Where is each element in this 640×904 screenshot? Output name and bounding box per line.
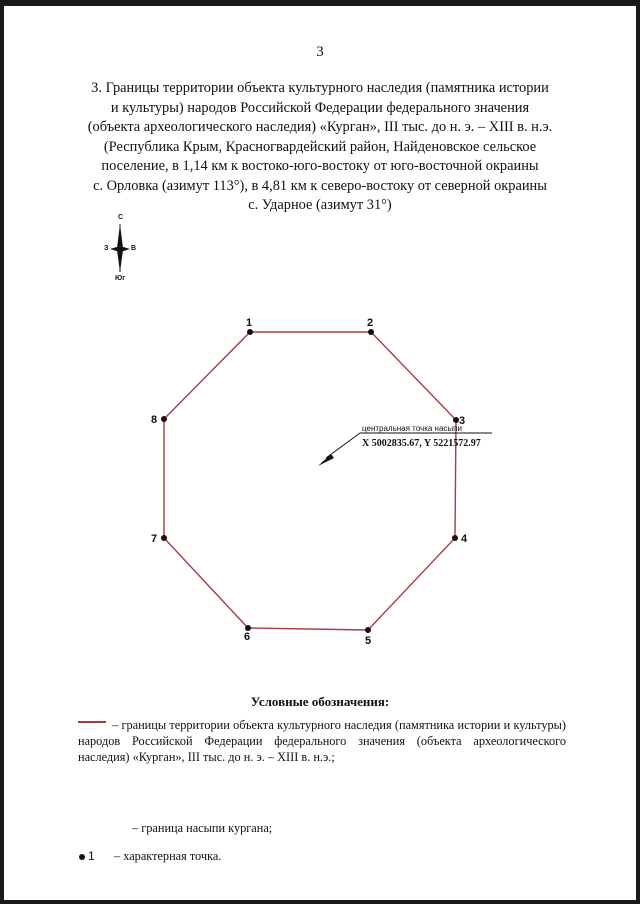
title-line: с. Ударное (азимут 31°) — [248, 197, 392, 213]
title-line: (Республика Крым, Красногвардейский район, Найденовское сельское — [103, 138, 537, 155]
legend-point-number: 1 — [88, 849, 95, 863]
boundary-plan — [4, 6, 636, 666]
boundary-point-7 — [161, 535, 167, 541]
legend-boundary-text — [78, 717, 566, 765]
boundary-point-4 — [452, 535, 458, 541]
title-line: и культуры) народов Российской Федерации федерального значения — [110, 99, 530, 116]
compass-south-label: Юг — [115, 275, 126, 282]
legend-point-dot-icon — [79, 854, 85, 860]
center-point-label: центральная точка насыпи — [362, 424, 462, 433]
boundary-point-5 — [365, 627, 371, 633]
point-label-5: 5 — [365, 635, 372, 647]
title-line: (объекта археологического наследия) «Курган», III тыс. до н. э. – XIII в. н.э. — [87, 119, 553, 135]
point-label-4: 4 — [461, 533, 468, 545]
point-label-3: 3 — [459, 415, 466, 427]
boundary-point-2 — [368, 329, 374, 335]
point-label-2: 2 — [367, 317, 374, 329]
center-point-coordinates: X 5002835.67, Y 5221572.97 — [362, 438, 481, 449]
point-label-6: 6 — [244, 631, 251, 643]
boundary-polygon — [164, 332, 456, 630]
title-line: 3. Границы территории объекта культурного наследия (памятника истории — [91, 80, 549, 96]
legend-title: Условные обозначения: — [250, 694, 390, 709]
point-label-8: 8 — [151, 414, 158, 426]
legend-mound-text: – граница насыпи кургана; — [132, 821, 273, 835]
point-label-1: 1 — [246, 317, 253, 329]
boundary-point-1 — [247, 329, 253, 335]
title-line: поселение, в 1,14 км к востоко-юго-востоку от юго-восточной окраины — [101, 158, 539, 174]
document-page — [4, 6, 636, 900]
title-line: с. Орловка (азимут 113°), в 4,81 км к северо-востоку от северной окраины — [93, 177, 547, 194]
page-number: 3 — [316, 44, 324, 60]
compass-west-label: З — [104, 245, 109, 252]
legend-boundary-description: – границы территории объекта культурного наследия (памятника истории и культуры) народов Российской Федерации федерального значения (объекта археологического наследия) «Курган», III тыс. до н. э. – XIII в. н.э.; — [78, 718, 566, 764]
boundary-point-8 — [161, 416, 167, 422]
legend-point-text: – характерная точка. — [114, 849, 222, 863]
compass-east-label: В — [131, 245, 137, 252]
compass-north-label: С — [118, 214, 124, 221]
point-label-7: 7 — [151, 533, 158, 545]
